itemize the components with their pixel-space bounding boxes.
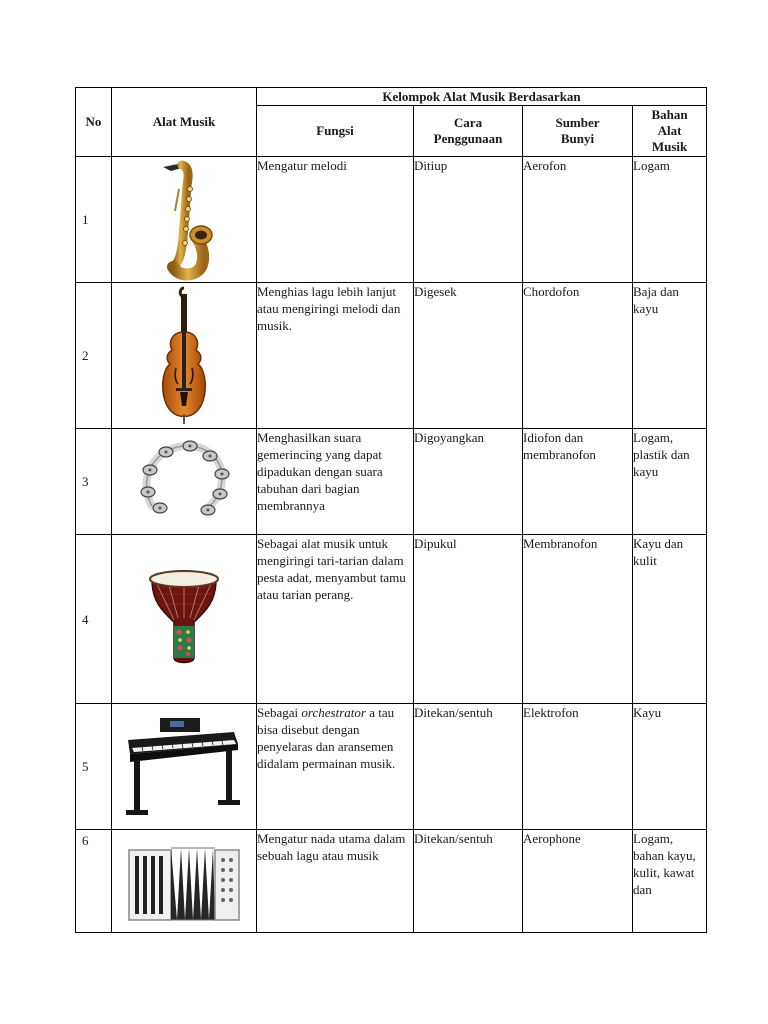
function-cell: Menghasilkan suara gemerincing yang dapat dipadukan dengan suara tabuhan dari bagian membrannya <box>257 429 414 535</box>
source-cell: Idiofon dan membranofon <box>523 429 633 535</box>
instrument-image-cell <box>112 704 257 830</box>
function-text-post: a tau bisa disebut dengan penyelaras dan aransemen didalam permainan musik. <box>257 705 396 771</box>
header-usage <box>414 106 523 157</box>
material-cell: Logam, bahan kayu, kulit, kawat dan <box>633 830 707 933</box>
saxophone-icon <box>149 159 219 281</box>
row-number: 4 <box>76 535 112 704</box>
instrument-image-cell <box>112 830 257 933</box>
usage-cell: Dipukul <box>414 535 523 704</box>
function-cell: Mengatur nada utama dalam sebuah lagu atau musik <box>257 830 414 933</box>
function-cell: Sebagai alat musik untuk mengiringi tari-tarian dalam pesta adat, menyambut tamu atau tarian perang. <box>257 535 414 704</box>
usage-cell: Digoyangkan <box>414 429 523 535</box>
instrument-image-cell <box>112 157 257 283</box>
header-material <box>633 106 707 157</box>
row-number: 6 <box>76 830 112 933</box>
row-number: 3 <box>76 429 112 535</box>
header-instrument: Alat Musik <box>112 88 257 157</box>
table-row <box>76 830 707 933</box>
instrument-image-cell <box>112 535 257 704</box>
function-text-pre: Sebagai <box>257 705 302 720</box>
header-function: Fungsi <box>257 106 414 157</box>
source-cell: Membranofon <box>523 535 633 704</box>
cello-icon <box>154 286 214 426</box>
table-row <box>76 535 707 704</box>
header-material-line3: Musik <box>651 139 688 154</box>
tambourine-icon <box>134 436 234 528</box>
instrument-image-cell <box>112 429 257 535</box>
keyboard-icon <box>122 714 246 820</box>
usage-cell: Ditekan/sentuh <box>414 704 523 830</box>
material-cell: Kayu <box>633 704 707 830</box>
header-usage-line2: Penggunaan <box>433 131 503 146</box>
instrument-table <box>75 87 707 933</box>
accordion-icon <box>125 836 243 926</box>
material-cell: Logam, plastik dan kayu <box>633 429 707 535</box>
header-group-title: Kelompok Alat Musik Berdasarkan <box>257 88 707 106</box>
table-row <box>76 429 707 535</box>
source-cell: Aerophone <box>523 830 633 933</box>
source-cell: Chordofon <box>523 283 633 429</box>
source-cell: Elektrofon <box>523 704 633 830</box>
usage-cell: Ditiup <box>414 157 523 283</box>
source-cell: Aerofon <box>523 157 633 283</box>
material-cell: Logam <box>633 157 707 283</box>
header-source-line2: Bunyi <box>560 131 595 146</box>
row-number: 2 <box>76 283 112 429</box>
header-source <box>523 106 633 157</box>
function-text-emphasis: orchestrator <box>301 705 366 720</box>
table-row <box>76 283 707 429</box>
function-cell: Mengatur melodi <box>257 157 414 283</box>
material-cell: Baja dan kayu <box>633 283 707 429</box>
function-cell <box>257 704 414 830</box>
header-source-line1: Sumber <box>555 115 600 130</box>
instrument-image-cell <box>112 283 257 429</box>
header-material-line1: Bahan <box>651 107 688 122</box>
row-number: 5 <box>76 704 112 830</box>
header-usage-line1: Cara <box>453 115 483 130</box>
header-no: No <box>76 88 112 157</box>
usage-cell: Digesek <box>414 283 523 429</box>
djembe-icon <box>144 570 224 668</box>
usage-cell: Ditekan/sentuh <box>414 830 523 933</box>
header-material-line2: Alat <box>657 123 682 138</box>
table-row <box>76 704 707 830</box>
material-cell: Kayu dan kulit <box>633 535 707 704</box>
function-cell: Menghias lagu lebih lanjut atau mengiringi melodi dan musik. <box>257 283 414 429</box>
table-row <box>76 157 707 283</box>
row-number: 1 <box>76 157 112 283</box>
